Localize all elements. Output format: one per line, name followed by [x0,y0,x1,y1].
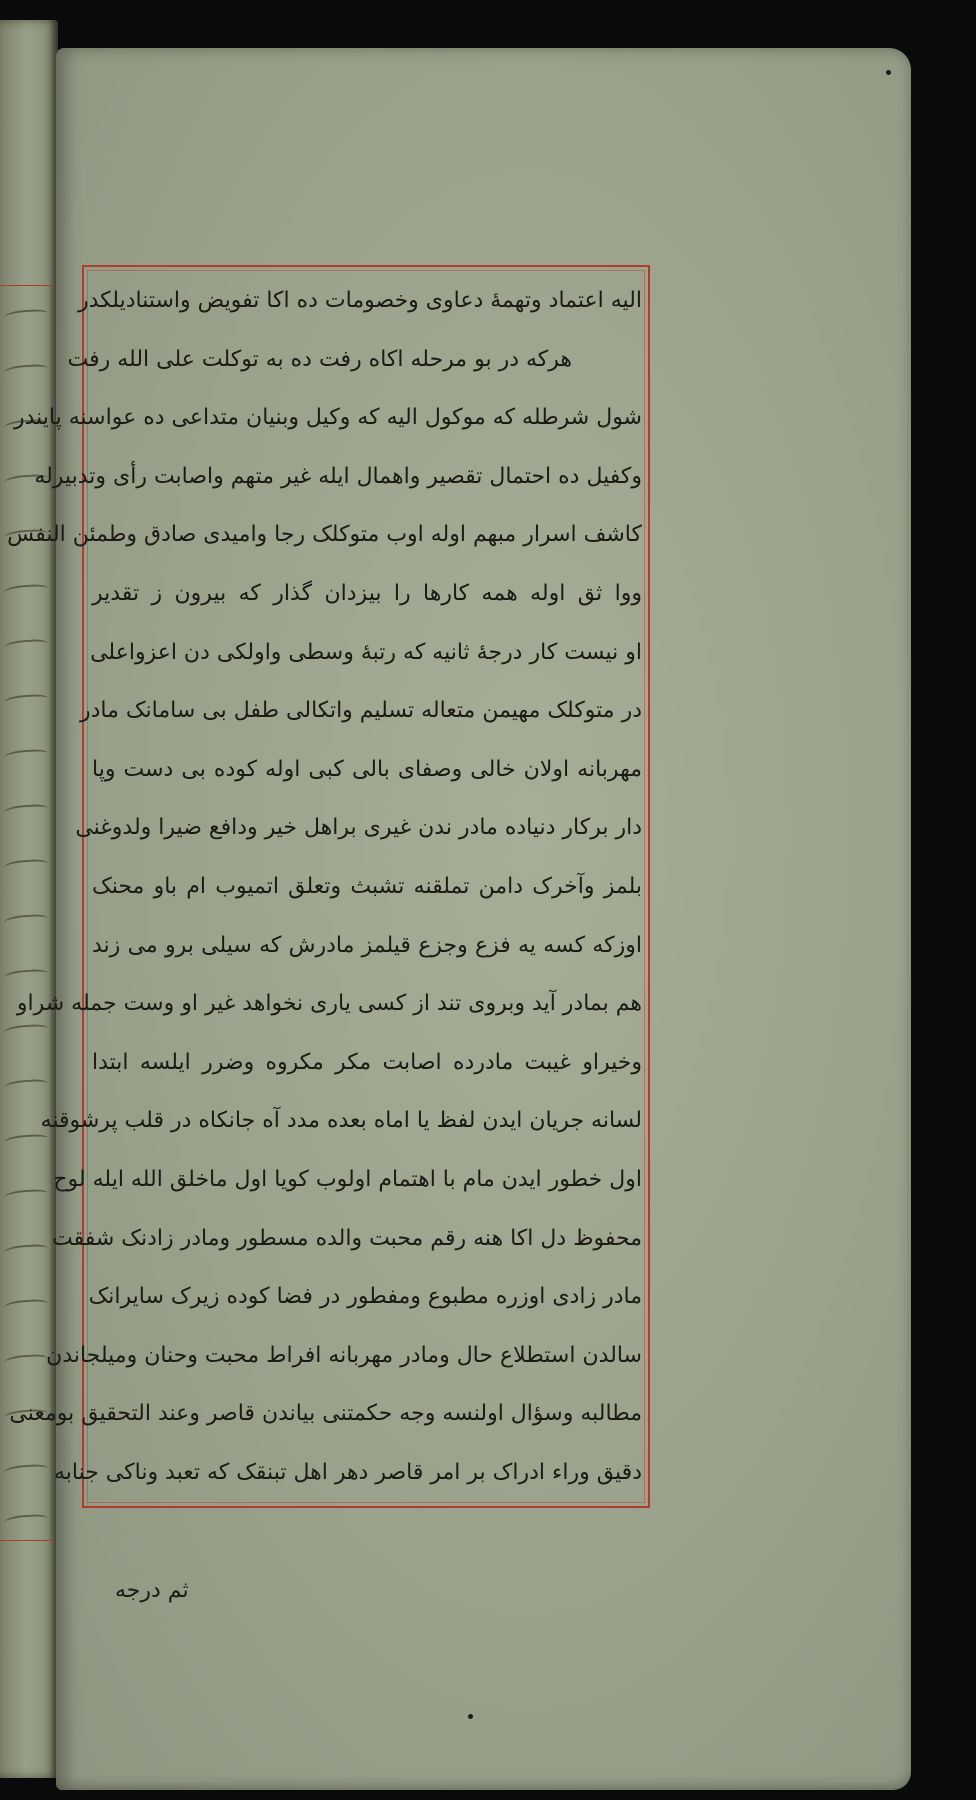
ink-speck [468,1714,473,1719]
adjacent-frame-rule-top [0,285,52,286]
text-line: اوزکه کسه يه فزع وجزع قيلمز مادرش که سيلی برو می زند [92,932,642,958]
text-line: محفوظ دل اکا هنه رقم محبت والده مسطور ومادر زادنک شفقت [51,1225,642,1251]
adjacent-text-fragment [4,1188,49,1203]
text-line: اليه اعتماد وتهمهٔ دعاوی وخصومات ده اکا تفويض واستنادیلکدر [77,288,642,313]
adjacent-text-fragment [4,1298,49,1313]
adjacent-text-fragment [4,968,49,983]
adjacent-text-fragment [4,1353,49,1368]
text-line: اول خطور ايدن مام با اهتمام اولوب کويا اول ماخلق الله ايله لوح [53,1166,642,1192]
adjacent-text-fragment [4,1513,49,1528]
text-line: در متوکلک مهيمن متعاله تسليم واتکالی طفل بی سامانک مادر [79,698,642,724]
adjacent-text-fragment [4,363,49,378]
text-line: مادر زادی اوزره مطبوع ومفطور در فضا کوده زيرک سايرانک [88,1284,642,1310]
text-line: شول شرطله که موکول اليه که وکيل وبنيان متداعی ده عواسنه پايندر [13,405,642,431]
adjacent-text-fragment [4,1078,49,1093]
text-line: بلمز وآخرک دامن تملقنه تشبث وتعلق اتميوب ام باو محنک [92,873,642,899]
adjacent-text-fragment [4,803,49,818]
adjacent-text-fragment [4,1463,49,1478]
adjacent-frame-rule-bottom [0,1540,52,1541]
text-line: لسانه جريان ايدن لفظ يا اماه بعده مدد آه جانکاه در قلب پرشوقنه [40,1108,642,1134]
ink-speck [886,70,891,75]
adjacent-text-fragment [4,583,49,598]
adjacent-folio-edge [0,20,58,1778]
text-line: سالدن استطلاع حال ومادر مهربانه افراط محبت وحنان وميلجاندن [46,1342,642,1368]
text-line: او نيست کار درجهٔ ثانيه که رتبهٔ وسطی واولکی دن اعزواعلی [90,639,642,665]
text-line: کاشف اسرار مبهم اوله اوب متوکلک رجا وامیدی صادق وطمئن النفس [7,522,642,548]
adjacent-text-fragment [4,1243,49,1258]
adjacent-text-fragment [4,1023,49,1038]
text-line: ووا ثق اوله همه کارها را بيزدان گذار که بيرون ز تقدير [92,580,642,606]
text-line: وخيراو غيبت مادرده اصابت مکر مکروه وضرر ايلسه ابتدا [92,1049,642,1075]
text-line: مطالبه وسؤال اولنسه وجه حکمتنی بياندن قاصر وعند التحقيق بومعنی [9,1401,642,1427]
catchword: ثم درجه [115,1578,189,1603]
adjacent-text-fragment [4,308,49,323]
text-line: دقيق وراء ادراک بر امر قاصر دهر اهل تبنقک که تعبد وناکی جنابه [53,1459,642,1485]
text-line: مهربانه اولان خالی وصفای بالی کبی اوله کوده بی دست وپا [92,756,642,782]
adjacent-text-fragment [4,913,49,928]
text-line: وکفيل ده احتمال تقصير واهمال ايله غير متهم واصابت رأی وتدبيرله [34,463,642,489]
adjacent-text-fragment [4,858,49,873]
adjacent-text-fragment [4,748,49,763]
text-line-verse: هرکه در بو مرحله اکاه رفت ده به توکلت على الله رفت [67,346,572,372]
adjacent-text-fragment [4,693,49,708]
adjacent-text-fragment [4,638,49,653]
text-block [7,280,642,1496]
text-line: هم بمادر آيد وبروی تند از کسی ياری نخواهد غير او وست جمله شراو [16,991,642,1017]
text-line: دار برکار دنياده مادر ندن غيری براهل خير ودافع ضيرا ولدوغنی [75,815,642,841]
